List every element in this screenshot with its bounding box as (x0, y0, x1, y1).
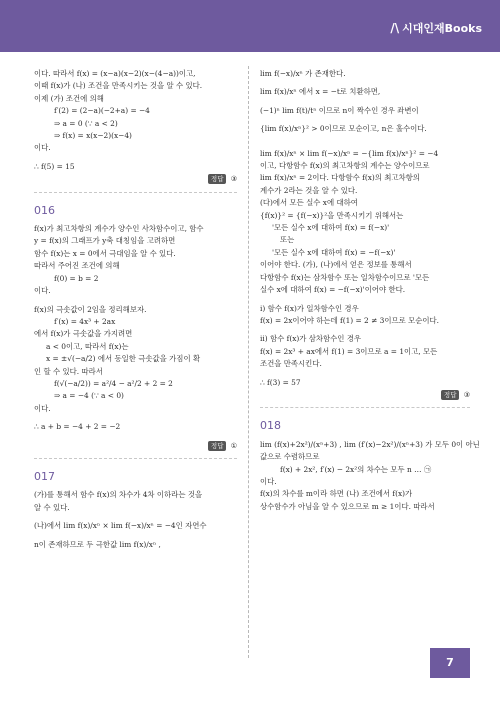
text-line: 상수함수가 아님을 알 수 있으므로 m ≥ 1이다. 따라서 (260, 501, 435, 511)
text-line: 실수 x에 대하여 f(x) = −f(−x)'이어야 한다. (260, 285, 406, 295)
text-line: 이제 (가) 조건에 의해 (34, 93, 104, 103)
equation-line: x = ±√(−a/2) 에서 동일한 극솟값을 가짐이 확 (46, 354, 201, 364)
case-heading: ii) 함수 f(x)가 삼차함수인 경우 (260, 334, 362, 344)
section-separator (34, 458, 237, 459)
equation-line: (−1)ⁿ lim f(t)/tⁿ 이므로 n이 짝수인 경우 좌변이 (260, 105, 419, 115)
answer-row (34, 173, 237, 185)
text-line: f(x) = 2x³ + ax에서 f(1) = 3이므로 a = 1이고, 모든 (260, 346, 438, 356)
text-line: 또는 (280, 235, 295, 245)
text-line: 계수가 2라는 것을 알 수 있다. (260, 185, 358, 195)
text-line: '모든 실수 x에 대하여 f(x) = −f(−x)' (272, 247, 396, 257)
equation-line: f(√(−a/2)) = a²/4 − a²/2 + 2 = 2 (54, 378, 173, 388)
brand (390, 20, 482, 36)
text-line: f(x)의 차수를 m이라 하면 (나) 조건에서 f(x)가 (260, 489, 413, 499)
equation-line: f(0) = b = 2 (54, 273, 99, 283)
section-separator (260, 407, 470, 408)
text-line: 다항함수 f(x)는 삼차함수 또는 일차함수이므로 '모든 (260, 272, 430, 282)
text-line: n이 존재하므로 두 극한값 lim f(x)/xⁿ , (34, 539, 161, 549)
text-line: 조건을 만족시킨다. (260, 359, 322, 369)
text-line: f(x)의 극솟값이 2임을 정리해보자. (34, 304, 147, 314)
equation-line: lim (f(x)+2x²)/(xⁿ+3) , lim (f′(x)−2x²)/(xⁿ+3) 가 모두 0이 아닌 (260, 439, 480, 449)
text-line: y = f(x)의 그래프가 y축 대칭임을 고려하면 (34, 236, 176, 246)
column-divider (248, 66, 249, 658)
text-line: (가)를 통해서 함수 f(x)의 차수가 4차 이하라는 것을 (34, 490, 203, 500)
equation-line: lim f(x)/xⁿ 에서 x = −t로 치환하면, (260, 87, 381, 97)
answer-value: ③ (230, 175, 237, 184)
brand-name: 시대인재Books (402, 22, 482, 35)
text-line: f(x) = 2x이어야 하는데 f(1) = 2 ≠ 3이므로 모순이다. (260, 315, 440, 325)
text-line: '모든 실수 x에 대하여 f(x) = f(−x)' (272, 223, 390, 233)
text-line: f(x)가 최고차항의 계수가 양수인 사차함수이고, 함수 (34, 224, 204, 234)
text-line: 에서 f(x)가 극솟값을 가지려면 (34, 329, 133, 339)
text-line: 값으로 수렴하므로 (260, 452, 320, 462)
answer-badge: 정답 (441, 390, 460, 400)
equation-line: {lim f(x)/xⁿ}² > 0이므로 모순이고, n은 홀수이다. (260, 124, 427, 134)
question-number: 018 (260, 419, 281, 433)
equation-line: ⇒ a = 0 (∵ a < 2) (54, 118, 118, 128)
page-number: 7 (446, 656, 454, 669)
question-number: 017 (34, 469, 55, 483)
text-line: 따라서 주어진 조건에 의해 (34, 261, 120, 271)
answer-badge: 정답 (208, 174, 227, 184)
equation-line: ⇒ a = −4 (∵ a < 0) (54, 391, 124, 401)
text-line: 이다. (260, 476, 277, 486)
equation-line: lim f(−x)/xⁿ 가 존재한다. (260, 69, 346, 78)
text-line: a < 0이고, 따라서 f(x)는 (46, 341, 129, 351)
equation-line: f′(x) = 4x³ + 2ax (54, 316, 116, 326)
equation-line: lim f(x)/xⁿ × lim f(−x)/xⁿ = −{lim f(x)/xⁿ}² = −4 (260, 148, 439, 158)
text-line: 인 할 수 있다. 따라서 (34, 366, 103, 376)
text-line: 이어야 한다. (가), (나)에서 얻은 정보를 통해서 (260, 260, 412, 270)
text-line: 이다. 따라서 f(x) = (x−a)(x−2)(x−(4−a))이고, (34, 69, 196, 78)
text-line: 함수 f(x)는 x = 0에서 극대임을 알 수 있다. (34, 248, 176, 258)
answer-badge: 정답 (208, 441, 227, 451)
equation-line: f′(2) = (2−a)(−2+a) = −4 (54, 106, 150, 116)
text-line: 이고, 다항함수 f(x)의 최고차항의 계수는 양수이므로 (260, 161, 430, 171)
conclusion-line: ∴ a + b = −4 + 2 = −2 (34, 422, 121, 432)
conclusion-line: ∴ f(3) = 57 (260, 377, 301, 387)
conclusion-line: ∴ f(5) = 15 (34, 161, 75, 171)
header-bar (0, 0, 500, 52)
equation-line: {f(x)}² = {f(−x)}²을 만족시키기 위해서는 (260, 210, 404, 220)
right-column (260, 68, 480, 513)
answer-row (260, 389, 470, 401)
text-line: 이다. (34, 286, 51, 296)
equation-line: f(x) + 2x², f′(x) − 2x²의 차수는 모두 n … ㉠ (280, 464, 432, 474)
answer-value: ③ (463, 390, 470, 399)
text-line: (다)에서 모든 실수 x에 대하여 (260, 198, 358, 208)
answer-value: ① (230, 441, 237, 450)
answer-row (34, 440, 237, 452)
text-line: 알 수 있다. (34, 502, 70, 512)
section-separator (34, 192, 237, 193)
question-number: 016 (34, 203, 55, 217)
text-line: 이때 f(x)가 (나) 조건을 만족시키는 것을 알 수 있다. (34, 81, 203, 91)
left-column (34, 68, 237, 551)
equation-line: ⇒ f(x) = x(x−2)(x−4) (54, 131, 132, 141)
brand-logo-icon: /\ (390, 21, 400, 35)
equation-line: lim f(x)/xⁿ = 2이다. 다항함수 f(x)의 최고차항의 (260, 173, 420, 183)
text-line: 이다. (34, 403, 51, 413)
case-heading: i) 함수 f(x)가 일차함수인 경우 (260, 303, 359, 313)
text-line: 이다. (34, 143, 51, 153)
page-number-box (430, 648, 470, 678)
text-line: (나)에서 lim f(x)/xⁿ × lim f(−x)/xⁿ = −4인 자연수 (34, 521, 207, 531)
